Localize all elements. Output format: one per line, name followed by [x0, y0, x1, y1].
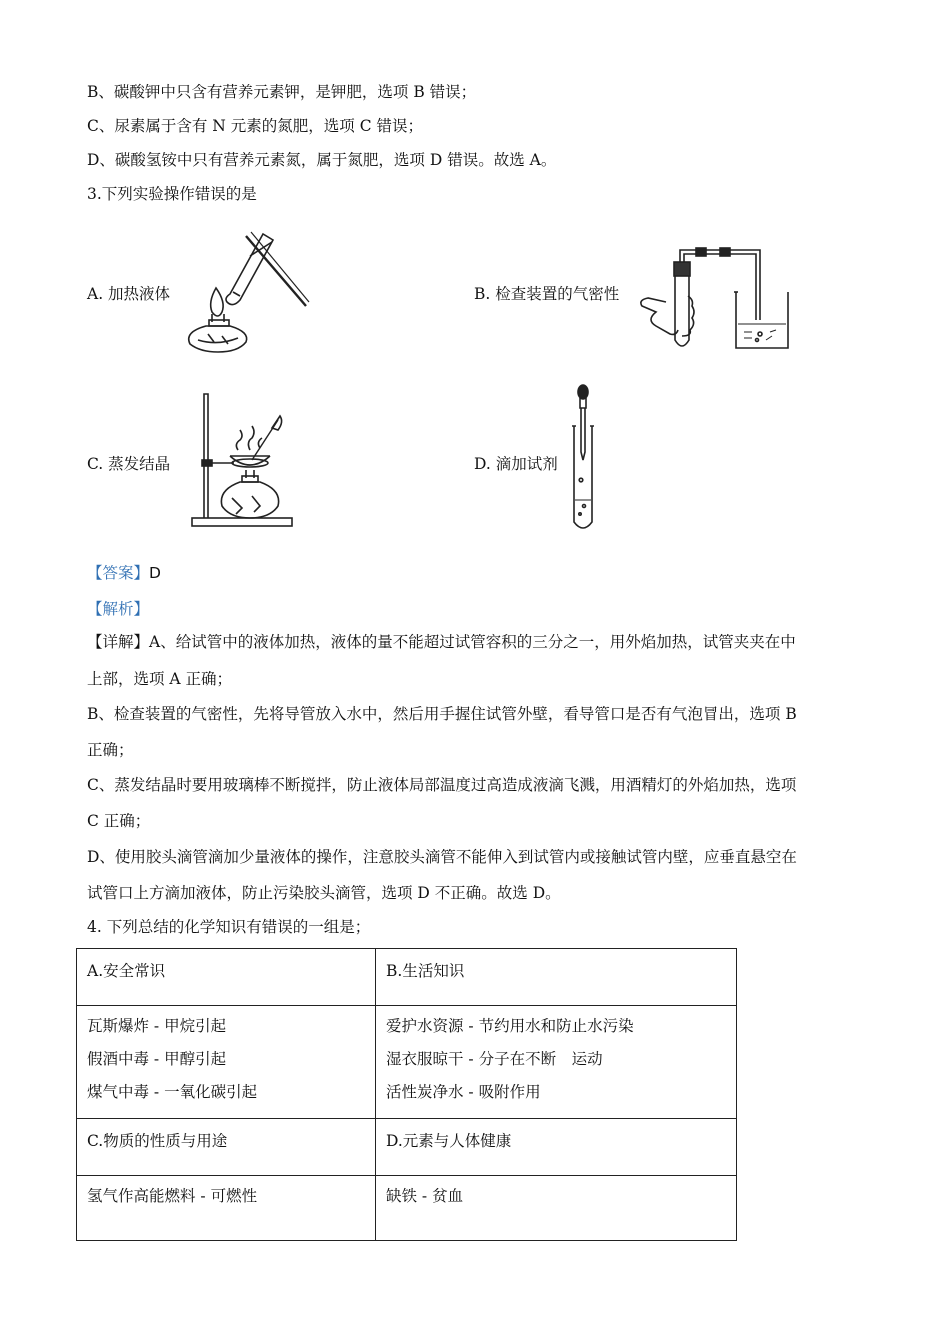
- option-d-label: D. 滴加试剂: [474, 455, 558, 473]
- detail-line-8: 试管口上方滴加液体，防止污染胶头滴管，选项 D 不正确。故选 D。: [87, 884, 561, 902]
- question-4-stem: 4. 下列总结的化学知识有错误的一组是；: [87, 918, 371, 936]
- detail-line-1: 【详解】A、给试管中的液体加热，液体的量不能超过试管容积的三分之一，用外焰加热，试管夹夹在中: [87, 633, 796, 651]
- option-c-label: C. 蒸发结晶: [87, 455, 171, 473]
- detail-line-5: C、蒸发结晶时要用玻璃棒不断搅拌，防止液体局部温度过高造成液滴飞溅，用酒精灯的外焰加热，选项: [87, 776, 797, 794]
- cell-b-body: [376, 1006, 737, 1119]
- knowledge-table: [76, 948, 737, 1241]
- detail-line-3: B、检查装置的气密性，先将导管放入水中，然后用手握住试管外壁，看导管口是否有气泡冒出，选项 B: [87, 705, 797, 723]
- b-item-2: 湿衣服晾干 - 分子在不断 运动: [386, 1050, 603, 1068]
- option-a-label: A. 加热液体: [87, 285, 171, 303]
- cell-c-body: [77, 1176, 376, 1241]
- airtightness-check-figure: [636, 240, 796, 355]
- cell-d-body: [376, 1176, 737, 1241]
- d-item-1: 缺铁 - 贫血: [386, 1187, 464, 1205]
- text-line-d-ammonium: D、碳酸氢铵中只有营养元素氮，属于氮肥，选项 D 错误。故选 A。: [87, 151, 557, 169]
- evaporation-figure: [190, 390, 295, 530]
- analysis-tag: 【解析】: [87, 600, 150, 618]
- detail-line-2: 上部，选项 A 正确；: [87, 670, 233, 688]
- text-line-b-potash: B、碳酸钾中只含有营养元素钾，是钾肥，选项 B 错误；: [87, 83, 477, 101]
- text-line-c-urea: C、尿素属于含有 N 元素的氮肥，选项 C 错误；: [87, 117, 423, 135]
- option-b-label: B. 检查装置的气密性: [474, 285, 620, 303]
- a-item-3: 煤气中毒 - 一氧化碳引起: [87, 1083, 258, 1101]
- heating-liquid-figure: [178, 222, 313, 357]
- detail-line-6: C 正确；: [87, 812, 151, 830]
- cell-a-body: [77, 1006, 376, 1119]
- cell-d-head: D.元素与人体健康: [376, 1119, 737, 1176]
- a-item-1: 瓦斯爆炸 - 甲烷引起: [87, 1017, 227, 1035]
- b-item-3: 活性炭净水 - 吸附作用: [386, 1083, 541, 1101]
- a-item-2: 假酒中毒 - 甲醇引起: [87, 1050, 227, 1068]
- detail-line-4: 正确；: [87, 741, 134, 759]
- answer-line: [87, 561, 161, 583]
- detail-line-7: D、使用胶头滴管滴加少量液体的操作，注意胶头滴管不能伸入到试管内或接触试管内壁，应垂直悬空在: [87, 848, 797, 866]
- cell-b-head: B.生活知识: [376, 949, 737, 1006]
- cell-c-head: C.物质的性质与用途: [77, 1119, 376, 1176]
- b-item-1: 爱护水资源 - 节约用水和防止水污染: [386, 1017, 634, 1035]
- adding-reagent-figure: [568, 384, 598, 532]
- c-item-1: 氢气作高能燃料 - 可燃性: [87, 1187, 258, 1205]
- answer-tag: 【答案】: [87, 564, 150, 582]
- cell-a-head: A.安全常识: [77, 949, 376, 1006]
- answer-value: D: [149, 564, 161, 582]
- question-3-stem: 3.下列实验操作错误的是: [87, 185, 257, 203]
